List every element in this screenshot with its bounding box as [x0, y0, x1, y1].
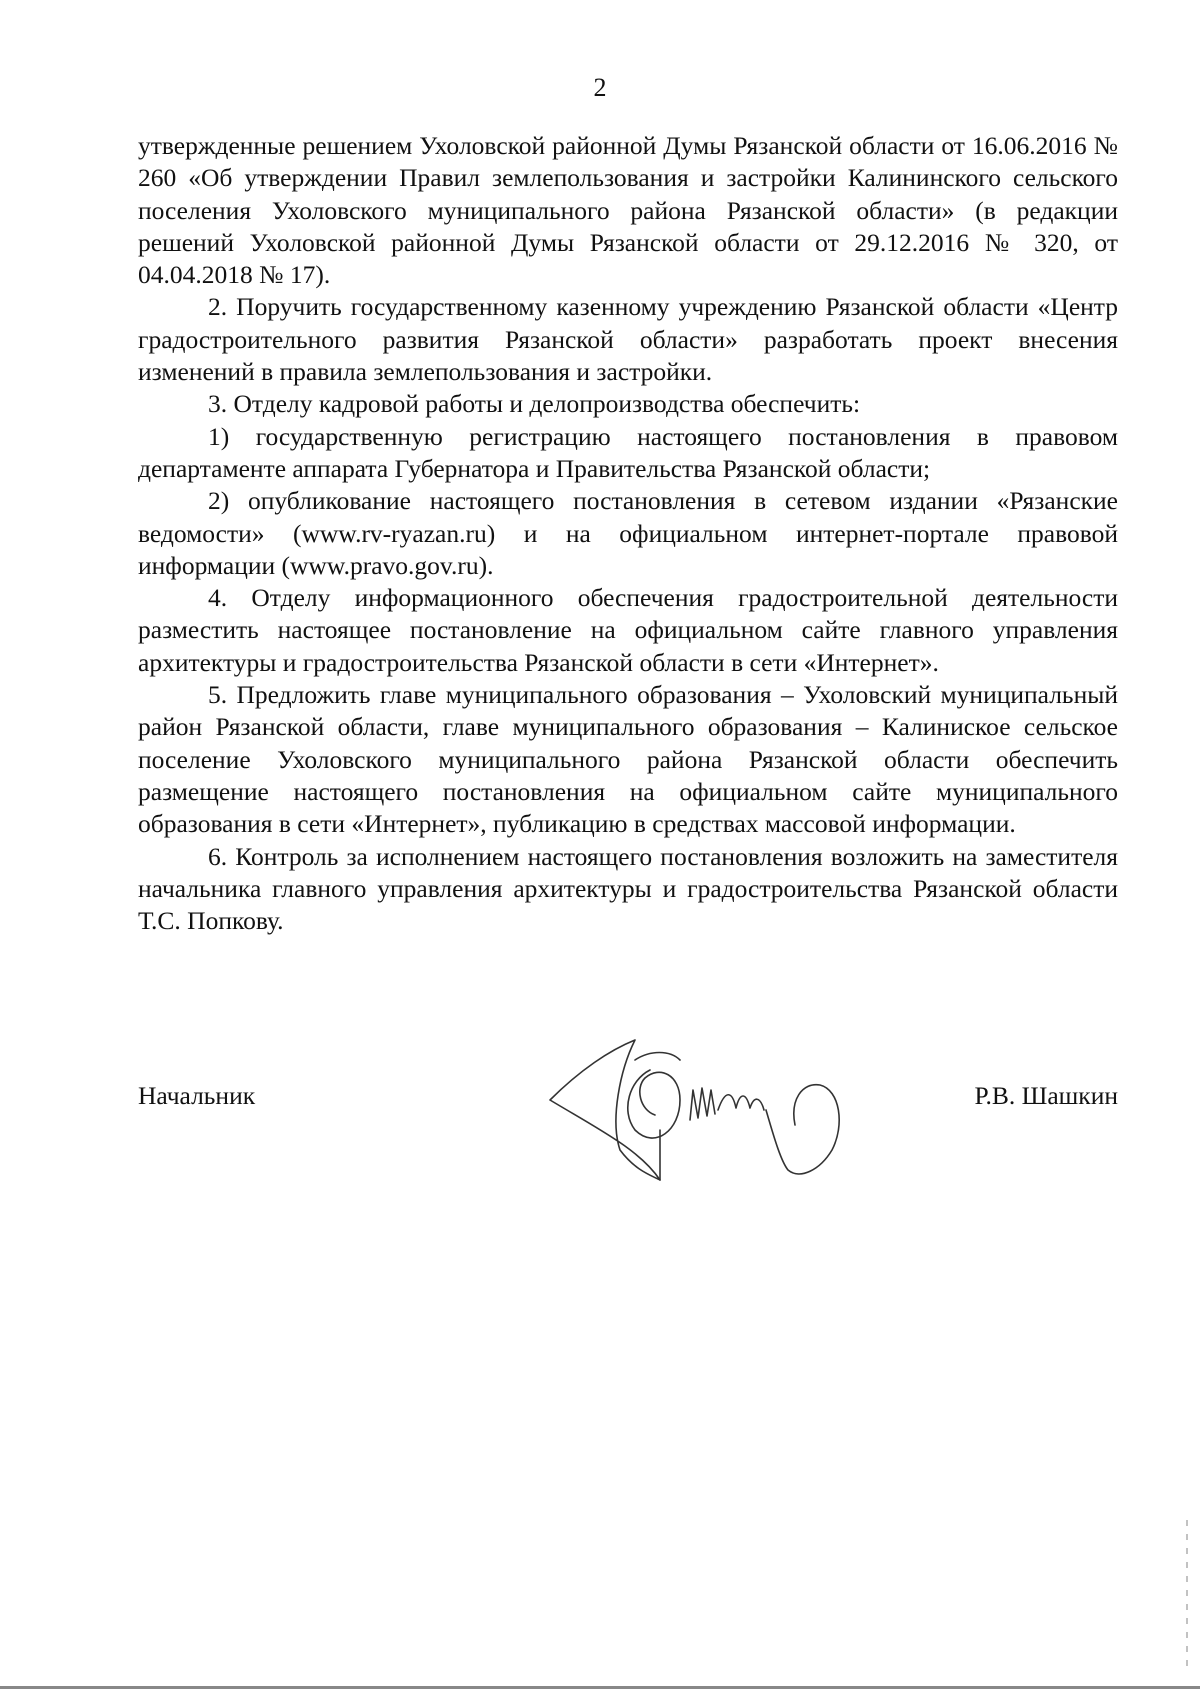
paragraph-6: 6. Контроль за исполнением настоящего постановления возложить на заместителя начальника главного управления архитектуры и градостроительства Рязанской области Т.С. Попкову. [138, 841, 1118, 936]
page-number: 2 [593, 73, 607, 102]
scan-bottom-line [0, 1686, 1200, 1689]
document-body [138, 130, 1118, 937]
paragraph-3-item-2: 2) опубликование настоящего постановления в сетевом издании «Рязанские ведомости» (www.rv-ryazan.ru) и на официальном интернет-портале правовой информации (www.pravo.gov.ru). [138, 486, 1118, 580]
signatory-title: Начальник [138, 1081, 256, 1110]
signatory-name: Р.В. Шашкин [974, 1081, 1118, 1110]
scan-edge-artifact [1186, 1520, 1188, 1670]
paragraph-1-continuation: утвержденные решением Ухоловской районной Думы Рязанской области от 16.06.2016 № 260 «Об утверждении Правил землепользования и застройки Калининского сельского поселения Ухоловского муниципального района Рязанской области» (в редакции решений Ухоловской районной Думы Рязанской области от 29.12.2016 № 320, от 04.04.2018 № 17). [138, 131, 1118, 290]
paragraph-2: 2. Поручить государственному казенному учреждению Рязанской области «Центр градостроительного развития Рязанской области» разработать проект внесения изменений в правила землепользования и застройки. [138, 292, 1118, 387]
paragraph-4: 4. Отделу информационного обеспечения градостроительной деятельности разместить настоящее постановление на официальном сайте главного управления архитектуры и градостроительства Рязанской области в сети «Интернет». [138, 583, 1118, 677]
paragraph-5: 5. Предложить главе муниципального образования – Ухоловский муниципальный район Рязанской области, главе муниципального образования – Калиниское сельское поселение Ухоловского муниципального района Рязанской области обеспечить размещение настоящего постановления на официальном сайте муниципального образования в сети «Интернет», публикацию в средствах массовой информации. [138, 680, 1118, 839]
paragraph-3-item-1: 1) государственную регистрацию настоящего постановления в правовом департаменте аппарата Губернатора и Правительства Рязанской области; [138, 421, 1118, 483]
signature-block [138, 1080, 1118, 1120]
paragraph-3: 3. Отделу кадровой работы и делопроизводства обеспечить: [208, 389, 861, 419]
